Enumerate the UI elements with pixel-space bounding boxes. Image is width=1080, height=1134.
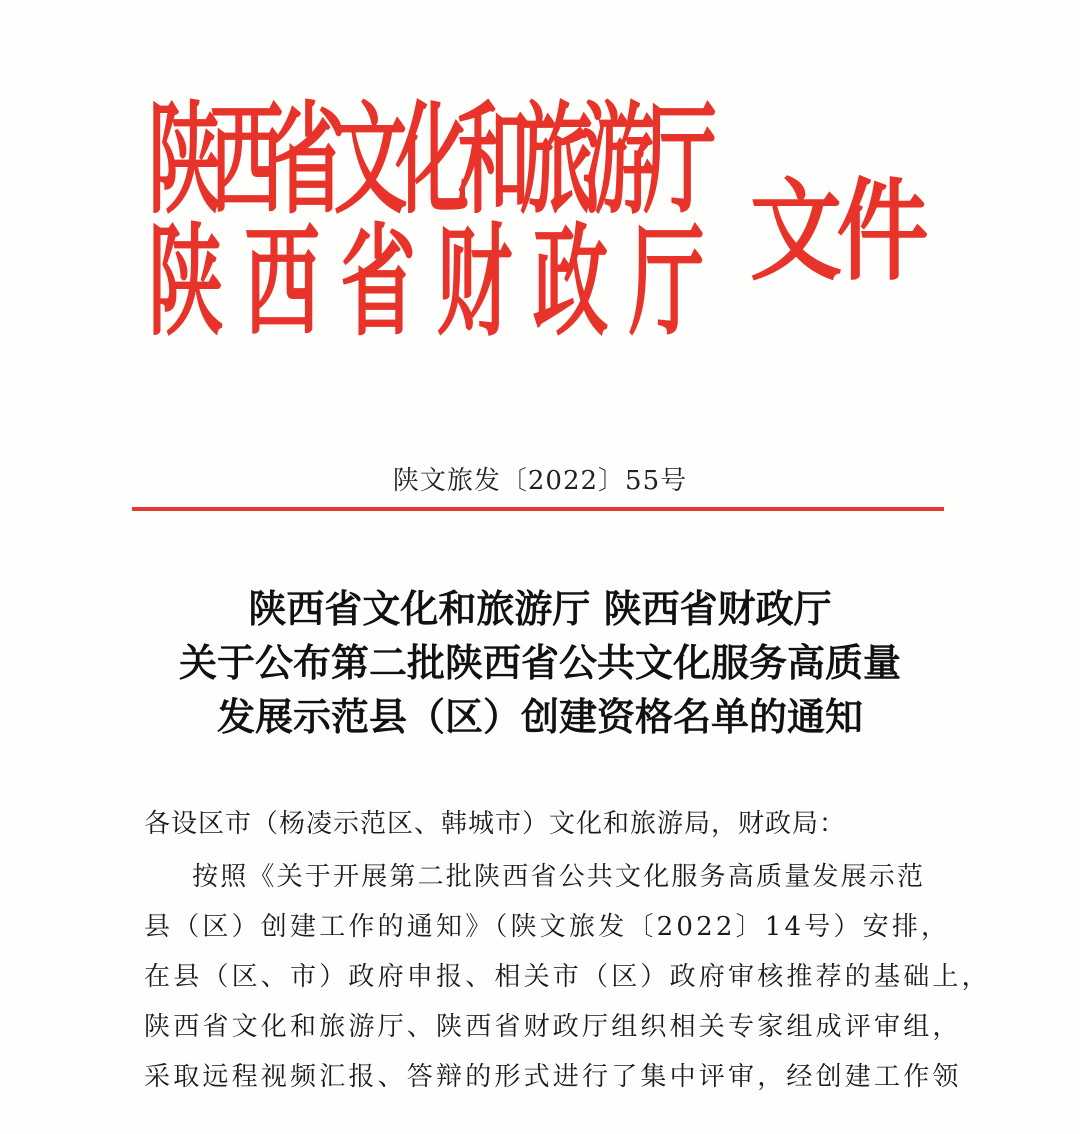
masthead-org-line-2: 陕西省财政厅 bbox=[148, 211, 726, 353]
red-masthead bbox=[0, 0, 1080, 420]
title-line-3: 发展示范县（区）创建资格名单的通知 bbox=[216, 694, 863, 739]
document-number: 陕文旅发〔2022〕55号 bbox=[392, 466, 688, 496]
title-line-1: 陕西省文化和旅游厅 陕西省财政厅 bbox=[248, 586, 832, 631]
body-line-2: 县（区）创建工作的通知》（陕文旅发〔2022〕14号）安排， bbox=[144, 912, 951, 942]
document-title bbox=[0, 582, 1080, 744]
document-body bbox=[144, 796, 991, 1102]
addressee-line: 各设区市（杨凌示范区、韩城市）文化和旅游局，财政局： bbox=[144, 809, 847, 839]
body-line-4: 陕西省文化和旅游厅、陕西省财政厅组织相关专家组成评审组， bbox=[144, 1012, 962, 1042]
red-separator-line bbox=[132, 507, 944, 511]
body-line-3: 在县（区、市）政府申报、相关市（区）政府审核推荐的基础上， bbox=[144, 962, 991, 992]
body-line-5: 采取远程视频汇报、答辩的形式进行了集中评审，经创建工作领 bbox=[144, 1062, 962, 1092]
masthead-document-suffix: 文件 bbox=[750, 166, 923, 296]
body-line-1: 按照《关于开展第二批陕西省公共文化服务高质量发展示范 bbox=[192, 862, 926, 892]
masthead-org-line-1: 陕西省文化和旅游厅 bbox=[148, 89, 706, 231]
title-line-2: 关于公布第二批陕西省公共文化服务高质量 bbox=[178, 640, 901, 685]
